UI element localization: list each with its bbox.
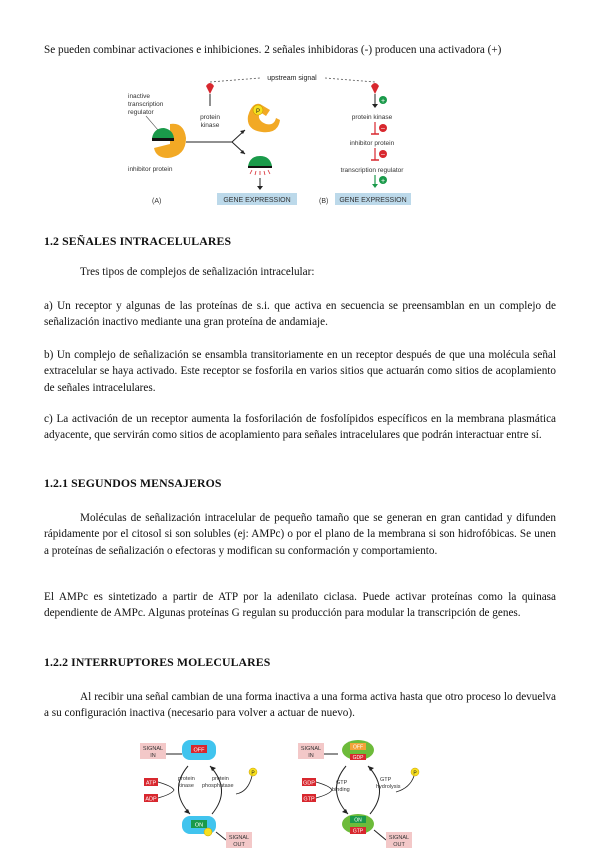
left-signal-drop-icon bbox=[206, 83, 214, 94]
sec121-p2: El AMPc es sintetizado a partir de ATP por la adenilato ciclasa. Puede activar proteínas como la quinasa dependiente de AMPc. Algunas proteínas G regulan su producción para modular la transcripción de genes. bbox=[44, 591, 556, 620]
gdp-left-label: GDP bbox=[303, 780, 315, 787]
right-signal-drop-icon bbox=[371, 83, 379, 94]
upstream-signal-label: upstream signal bbox=[267, 75, 317, 82]
r-phosphate-label: P bbox=[413, 770, 417, 777]
inactive-tr-label-1: inactive bbox=[128, 93, 151, 100]
r-off-label: OFF bbox=[353, 744, 363, 751]
signal-out-label-2: OUT bbox=[233, 842, 245, 848]
sec12-item-a: a) Un receptor y algunas de las proteínas de s.i. que activa en secuencia se preensamblan en un complejo de señalización inactivo mediante una gran proteína de andamiaje. bbox=[44, 300, 556, 329]
svg-text:+: + bbox=[380, 178, 386, 185]
kinase-p-label: P bbox=[255, 109, 261, 115]
fig-a-label: (A) bbox=[152, 198, 162, 205]
svg-text:+: + bbox=[380, 98, 386, 105]
heading-1-2-1: 1.2.1 SEGUNDOS MENSAJEROS bbox=[44, 476, 222, 490]
svg-text:–: – bbox=[381, 151, 385, 159]
sec12-item-b: b) Un complejo de señalización se ensambla transitoriamente en un receptor después de que una molécula señal extracelular se haya activado. Este receptor se fosforila en varios sitios que actuarán como sitios de acoplamiento de señales intracelulares. bbox=[44, 349, 556, 394]
f2-pp-label-1: protein bbox=[212, 776, 229, 782]
r-on-label: ON bbox=[354, 817, 362, 824]
on-label: ON bbox=[194, 822, 204, 829]
sec122-p1: Al recibir una señal cambian de una forma inactiva a una forma activa hasta que otro proceso lo devuelva a su configuración inactiva (necesario para volver a actuar de nuevo). bbox=[44, 691, 556, 720]
b-ip-label: inhibitor protein bbox=[349, 140, 395, 147]
fig-b-label: (B) bbox=[319, 198, 329, 205]
f2-pk-label-2: kinase bbox=[178, 783, 194, 789]
signal-in-label-1: SIGNAL bbox=[142, 746, 164, 752]
active-regulator-icon bbox=[248, 156, 272, 166]
b-pk-label: protein kinase bbox=[351, 114, 393, 121]
gene-expression-b: GENE EXPRESSION bbox=[339, 197, 407, 204]
inactive-tr-label-2: transcription bbox=[128, 101, 164, 108]
heading-1-2: 1.2 SEÑALES INTRACELULARES bbox=[44, 234, 232, 248]
signal-in-label-2: IN bbox=[150, 753, 156, 759]
atp-label: ATP bbox=[145, 780, 157, 787]
adp-label: ADP bbox=[145, 796, 157, 803]
pk-label-a2: kinase bbox=[200, 122, 220, 129]
svg-text:–: – bbox=[381, 125, 385, 133]
sec12-item-c: c) La activación de un receptor aumenta la fosforilación de fosfolípidos específicos en la membrana plasmática adyacente, que servirán como sitios de acoplamiento para señales intracelulares que podrán interactuar entre sí. bbox=[44, 413, 556, 442]
f2-pk-label-1: protein bbox=[178, 776, 195, 782]
f2-pp-label-2: phosphatase bbox=[202, 783, 234, 789]
gtp-hydrolysis-label-1: GTP bbox=[380, 777, 392, 783]
intro-text: Se pueden combinar activaciones e inhibiciones. 2 señales inhibidoras (-) producen una activadora (+) bbox=[44, 44, 502, 56]
gtp-bottom-label: GTP bbox=[352, 828, 364, 835]
off-label: OFF bbox=[193, 747, 205, 754]
figure-molecular-switches bbox=[140, 736, 460, 848]
gdp-top-label: GDP bbox=[352, 755, 364, 761]
phosphate-released-label: P bbox=[251, 770, 255, 777]
gtp-left-label: GTP bbox=[303, 796, 315, 803]
gtp-binding-label-1: GTP bbox=[336, 780, 348, 786]
r-signal-out-label-1: SIGNAL bbox=[388, 835, 410, 841]
inhibitor-protein-label: inhibitor protein bbox=[128, 166, 173, 173]
gene-expression-a: GENE EXPRESSION bbox=[223, 197, 291, 204]
sec12-lead: Tres tipos de complejos de señalización intracelular: bbox=[80, 266, 315, 278]
gtp-binding-label-2: binding bbox=[332, 787, 350, 793]
gtp-hydrolysis-label-2: hydrolysis bbox=[376, 784, 401, 790]
r-signal-in-label-2: IN bbox=[308, 753, 314, 759]
pk-label-a1: protein bbox=[200, 114, 220, 121]
signal-out-label-1: SIGNAL bbox=[228, 835, 250, 841]
r-signal-out-label-2: OUT bbox=[393, 842, 405, 848]
kinase-yellow-icon bbox=[248, 104, 280, 133]
figure-signal-cascade bbox=[120, 72, 420, 206]
b-tr-label: transcription regulator bbox=[340, 167, 404, 174]
r-signal-in-label-1: SIGNAL bbox=[300, 746, 322, 752]
heading-1-2-2: 1.2.2 INTERRUPTORES MOLECULARES bbox=[44, 655, 271, 669]
phosphate-bound-icon bbox=[204, 828, 212, 836]
sec121-p1: Moléculas de señalización intracelular de pequeño tamaño que se generan en gran cantidad y difunden rápidamente por el citosol si son solubles (ej: AMPc) o por el plano de la membrana si son hidrofóbicas. Se unen a proteínas de señalización o efectoras y modifican su conformación y comportamiento. bbox=[44, 512, 556, 557]
inactive-tr-label-3: regulator bbox=[128, 109, 154, 116]
